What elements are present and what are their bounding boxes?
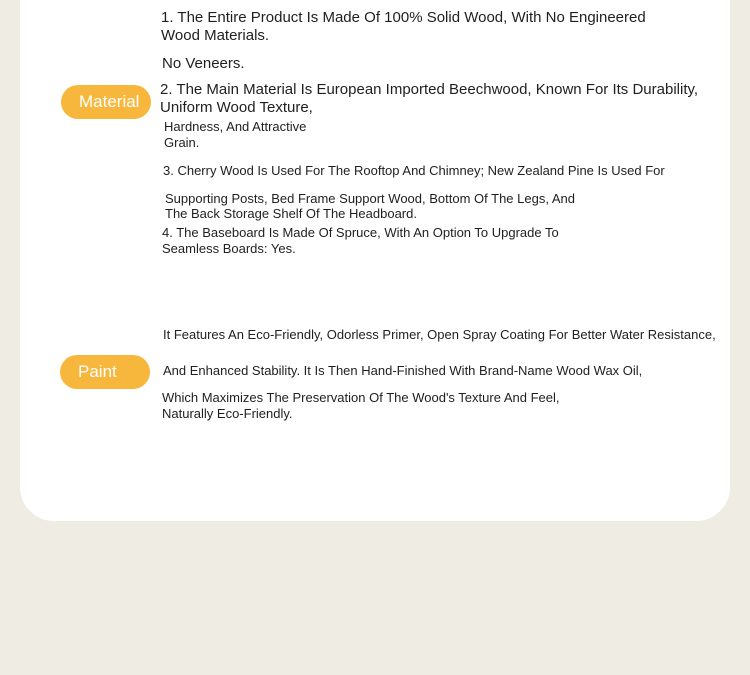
material-line-7: Grain. — [164, 135, 200, 150]
paint-line-1: It Features An Eco-Friendly, Odorless Primer, Open Spray Coating For Better Water Resistance, — [163, 327, 716, 342]
material-line-10: The Back Storage Shelf Of The Headboard. — [165, 206, 417, 221]
material-badge: Material — [61, 85, 151, 119]
paint-line-4: Naturally Eco-Friendly. — [162, 406, 293, 421]
content-card — [20, 0, 730, 521]
material-line-11: 4. The Baseboard Is Made Of Spruce, With An Option To Upgrade To — [162, 225, 559, 240]
material-line-4: 2. The Main Material Is European Imported Beechwood, Known For Its Durability, — [160, 81, 699, 98]
paint-badge: Paint — [60, 355, 150, 389]
material-line-2: Wood Materials. — [161, 27, 270, 44]
material-line-12: Seamless Boards: Yes. — [162, 241, 296, 256]
paint-line-3: Which Maximizes The Preservation Of The Wood's Texture And Feel, — [162, 390, 560, 405]
material-line-8: 3. Cherry Wood Is Used For The Rooftop And Chimney; New Zealand Pine Is Used For — [163, 163, 665, 178]
material-line-9: Supporting Posts, Bed Frame Support Wood, Bottom Of The Legs, And — [165, 191, 575, 206]
material-line-6: Hardness, And Attractive — [164, 119, 307, 134]
material-line-5: Uniform Wood Texture, — [160, 99, 313, 116]
material-line-1: 1. The Entire Product Is Made Of 100% Solid Wood, With No Engineered — [161, 9, 646, 26]
material-line-3: No Veneers. — [162, 55, 245, 72]
paint-line-2: And Enhanced Stability. It Is Then Hand-Finished With Brand-Name Wood Wax Oil, — [163, 363, 643, 378]
